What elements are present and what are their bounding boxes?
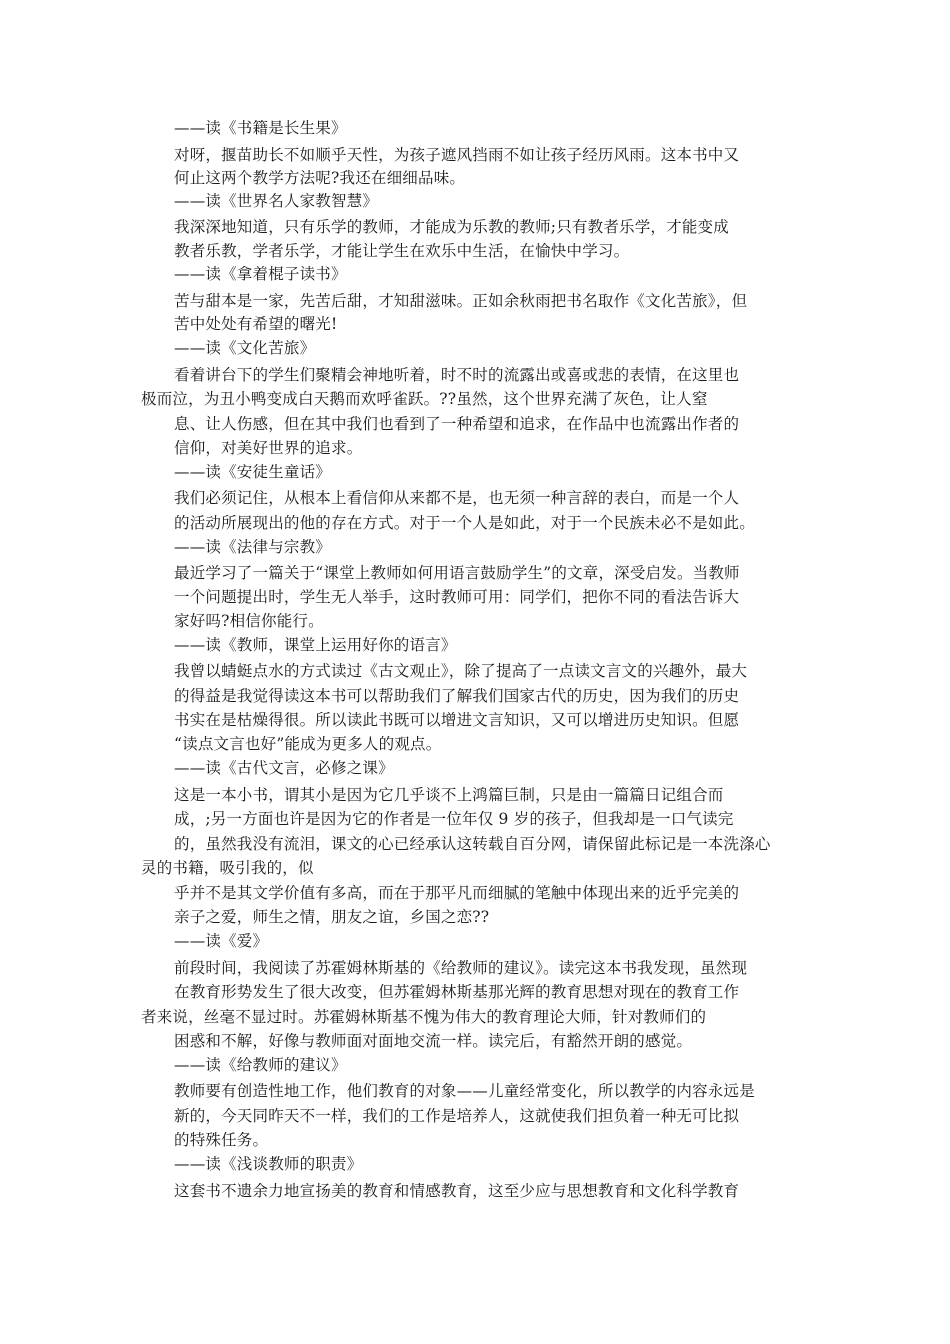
text-line: ——读《法律与宗教》	[174, 538, 332, 556]
text-line: ——读《书籍是长生果》	[174, 119, 347, 137]
text-line: 教者乐教，学者乐学，才能让学生在欢乐中生活，在愉快中学习。	[174, 242, 630, 260]
text-line: 看着讲台下的学生们聚精会神地听着，时不时的流露出或喜或悲的表情，在这里也	[174, 366, 740, 384]
text-line: ——读《文化苦旅》	[174, 339, 316, 357]
text-line: 这是一本小书，谓其小是因为它几乎谈不上鸿篇巨制，只是由一篇篇日记组合而	[174, 786, 724, 804]
text-line: 书实在是枯燥得很。所以读此书既可以增进文言知识，又可以增进历史知识。但愿	[174, 711, 740, 729]
text-line: ——读《浅谈教师的职责》	[174, 1155, 363, 1173]
text-line: 的，虽然我没有流泪，课文的心已经承认这转载自百分网，请保留此标记是一本洗涤心	[174, 835, 771, 853]
text-line: 在教育形势发生了很大改变，但苏霍姆林斯基那光辉的教育思想对现在的教育工作	[174, 983, 740, 1001]
text-line: ——读《古代文言，必修之课》	[174, 759, 394, 777]
text-line: 何止这两个教学方法呢?我还在细细品味。	[174, 169, 466, 187]
text-line: ——读《世界名人家教智慧》	[174, 192, 379, 210]
text-line: 乎并不是其文学价值有多高，而在于那平凡而细腻的笔触中体现出来的近乎完美的	[174, 884, 740, 902]
text-line: 亲子之爱，师生之情，朋友之谊，乡国之恋??	[174, 908, 490, 926]
text-line: 的活动所展现出的他的存在方式。对于一个人是如此，对于一个民族未必不是如此。	[174, 514, 755, 532]
text-line: ——读《拿着棍子读书》	[174, 265, 347, 283]
text-line: 最近学习了一篇关于“课堂上教师如何用语言鼓励学生”的文章，深受启发。当教师	[174, 564, 740, 582]
text-line: 家好吗?相信你能行。	[174, 612, 324, 630]
text-line: 极而泣，为丑小鸭变成白天鹅而欢呼雀跃。??虽然，这个世界充满了灰色，让人窒	[141, 390, 708, 408]
text-line: 前段时间，我阅读了苏霍姆林斯基的《给教师的建议》。读完这本书我发现，虽然现	[174, 959, 748, 977]
text-line: 困惑和不解，好像与教师面对面地交流一样。读完后，有豁然开朗的感觉。	[174, 1032, 693, 1050]
text-line: ——读《教师，课堂上运用好你的语言》	[174, 636, 457, 654]
text-line: 这套书不遗余力地宣扬美的教育和情感教育，这至少应与思想教育和文化科学教育	[174, 1182, 740, 1200]
text-line: 我深深地知道，只有乐学的教师，才能成为乐教的教师;只有教者乐学，才能变成	[174, 218, 729, 236]
text-line: 一个问题提出时，学生无人举手，这时教师可用：同学们，把你不同的看法告诉大	[174, 588, 740, 606]
text-line: 的得益是我觉得读这本书可以帮助我们了解我们国家古代的历史，因为我们的历史	[174, 687, 740, 705]
text-line: 苦与甜本是一家，先苦后甜，才知甜滋味。正如余秋雨把书名取作《文化苦旅》，但	[174, 292, 748, 310]
text-line: 苦中处处有希望的曙光!	[174, 315, 338, 333]
text-line: ——读《爱》	[174, 932, 269, 950]
text-line: 信仰，对美好世界的追求。	[174, 439, 363, 457]
text-line: “读点文言也好”能成为更多人的观点。	[174, 735, 442, 753]
text-line: 对呀，揠苗助长不如顺乎天性，为孩子遮风挡雨不如让孩子经历风雨。这本书中又	[174, 146, 740, 164]
text-line: 我们必须记住，从根本上看信仰从来都不是，也无须一种言辞的表白，而是一个人	[174, 489, 740, 507]
text-line: ——读《安徒生童话》	[174, 463, 332, 481]
text-line: 息、让人伤感，但在其中我们也看到了一种希望和追求，在作品中也流露出作者的	[174, 415, 740, 433]
text-line: 新的，今天同昨天不一样，我们的工作是培养人，这就使我们担负着一种无可比拟	[174, 1107, 740, 1125]
text-line: 我曾以蜻蜓点水的方式读过《古文观止》，除了提高了一点读文言文的兴趣外，最大	[174, 662, 748, 680]
text-line: 灵的书籍，吸引我的，似	[141, 859, 314, 877]
text-line: 教师要有创造性地工作，他们教育的对象——儿童经常变化，所以教学的内容永远是	[174, 1082, 755, 1100]
text-line: 成，;另一方面也许是因为它的作者是一位年仅 9 岁的孩子，但我却是一口气读完	[174, 810, 734, 828]
text-line: 的特殊任务。	[174, 1131, 269, 1149]
text-line: 者来说，丝毫不显过时。苏霍姆林斯基不愧为伟大的教育理论大师，针对教师们的	[141, 1008, 707, 1026]
text-line: ——读《给教师的建议》	[174, 1056, 347, 1074]
